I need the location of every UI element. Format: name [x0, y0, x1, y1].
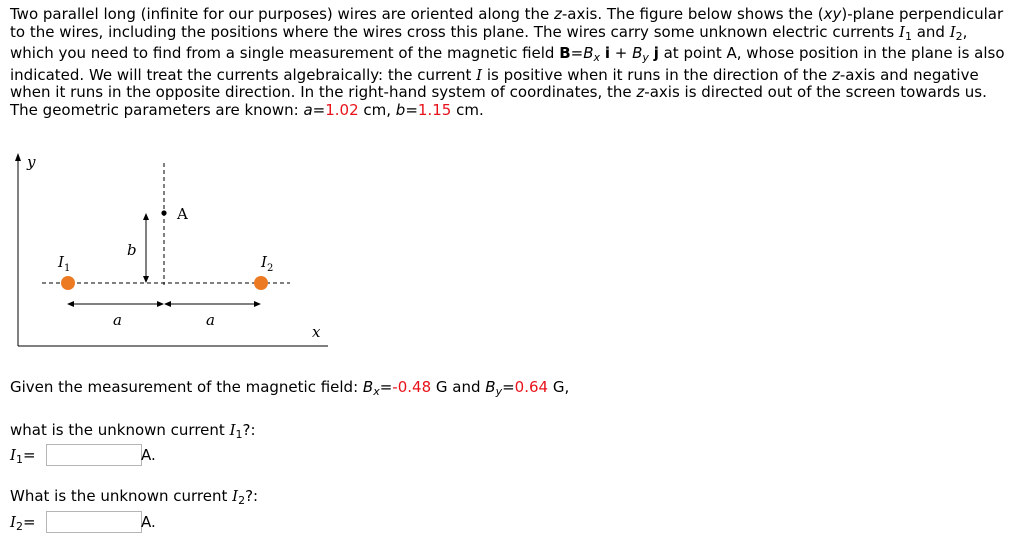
x-axis-label: x	[312, 323, 321, 341]
i2-label: $I_2=$	[10, 513, 36, 533]
bx-value: -0.48	[392, 378, 432, 396]
problem-statement: Two parallel long (infinite for our purposes) wires are oriented along the z-axis. The figure below shows the (xy)-plane perpendicular to the wires, including the positions where the wires cross this plane. The wires carry some unknown electric currents $I_1$ and $I_2$, which you need to find from a single measurement of the magnetic field $B=B_x$ $i + B_y$ j at point A, whose position in the plane is also indicated. We will treat the currents algebraically: the current I is positive when it runs in the direction of the z-axis and negative when it runs in the opposite direction. In the right-hand system of coordinates, the z-axis is directed out of the screen towards us. The geometric parameters are known: a=1.02 cm, b=1.15 cm.	[10, 5, 1005, 119]
wire-figure	[0, 145, 340, 360]
b-arrowhead-down	[143, 276, 149, 283]
a-label-right: a	[206, 311, 215, 329]
a-left-arrowhead-right	[157, 301, 164, 307]
wire-2-marker	[254, 276, 268, 290]
a-left-arrowhead-left	[67, 301, 74, 307]
a-label-left: a	[113, 311, 122, 329]
a-right-arrowhead-left	[164, 301, 171, 307]
i1-unit: A.	[141, 446, 156, 464]
b-arrowhead-up	[143, 213, 149, 220]
point-a-marker	[161, 210, 166, 215]
i2-unit: A.	[141, 513, 156, 531]
a-right-arrowhead-right	[254, 301, 261, 307]
y-axis-arrowhead	[15, 153, 21, 161]
by-value: 0.64	[514, 378, 549, 396]
i1-answer-input[interactable]	[46, 444, 142, 466]
i2-answer-input[interactable]	[46, 511, 142, 533]
b-label: b	[127, 241, 137, 259]
a-value: 1.02	[325, 100, 359, 119]
point-a-label: A	[177, 205, 188, 223]
question-1-text: what is the unknown current $I_1$?:	[10, 421, 256, 441]
question-2-text: What is the unknown current $I_2$?:	[10, 487, 259, 507]
wire-1-marker	[61, 276, 75, 290]
b-value: 1.15	[417, 100, 452, 119]
given-measurement: Given the measurement of the magnetic field: $B_x=-0.48$ G and $B_y=0.64$ G,	[10, 378, 570, 398]
wire-1-label: $I_1$	[58, 253, 71, 274]
wire-2-label: $I_2$	[261, 253, 274, 274]
i1-label: $I_1=$	[10, 446, 36, 466]
y-axis-label: y	[27, 153, 36, 171]
